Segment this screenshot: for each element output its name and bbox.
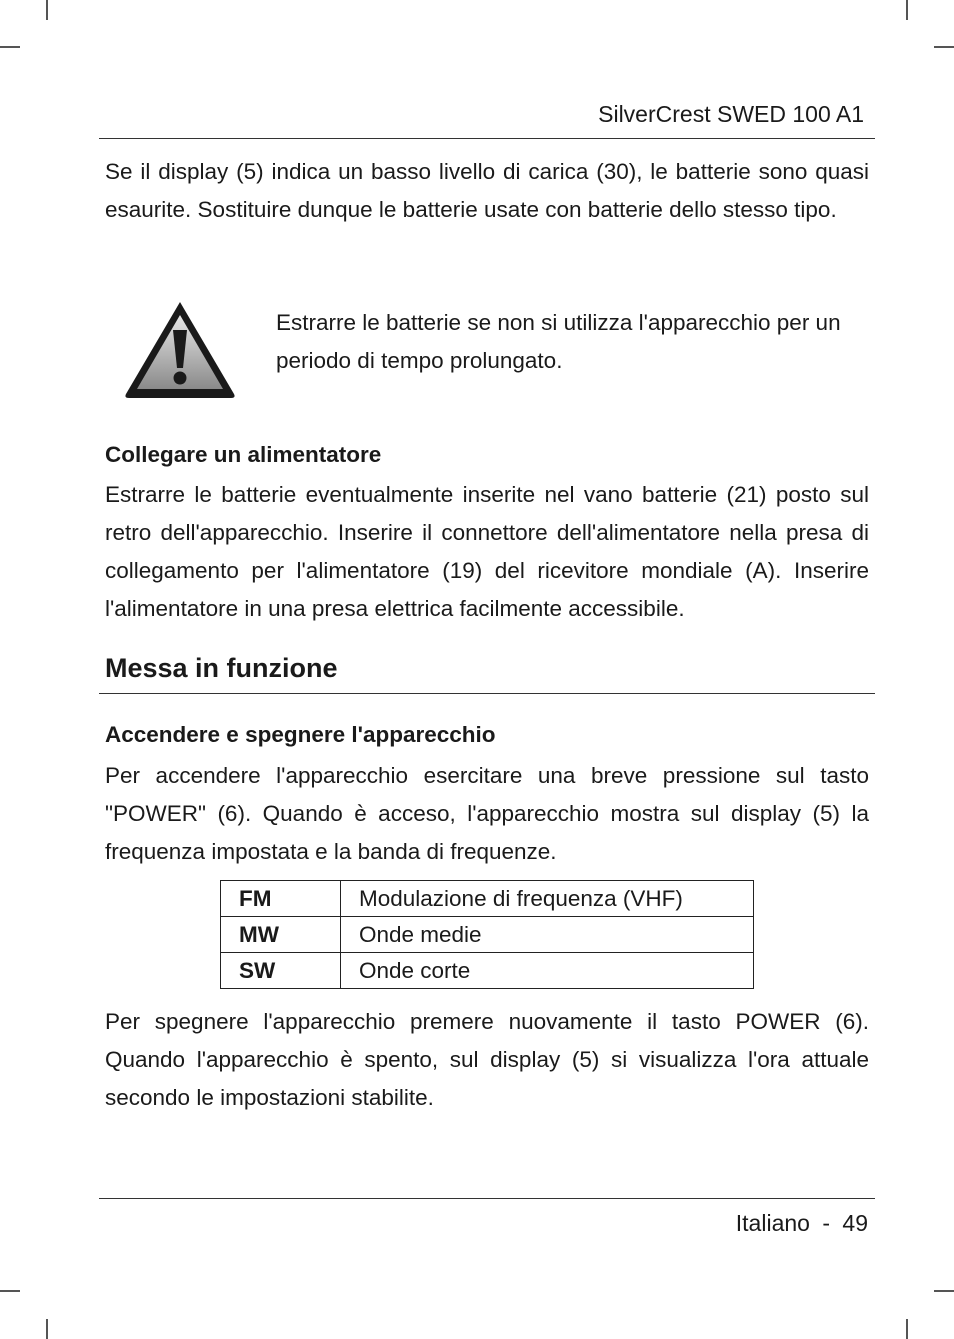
band-code: SW	[221, 953, 341, 989]
table-row	[221, 917, 754, 953]
header-rule	[99, 138, 875, 139]
crop-mark	[46, 1319, 48, 1339]
footer-language: Italiano	[735, 1210, 810, 1236]
power-off-paragraph: Per spegnere l'apparecchio premere nuovamente il tasto POWER (6). Quando l'apparecchio è spento, sul display (5) si visualizza l'ora attuale secondo le impostazioni stabilite.	[105, 1009, 869, 1110]
crop-mark	[0, 1290, 20, 1292]
band-code: MW	[221, 917, 341, 953]
crop-mark	[934, 1290, 954, 1292]
crop-mark	[934, 46, 954, 48]
section-rule	[99, 693, 875, 694]
table-row	[221, 953, 754, 989]
on-off-heading: Accendere e spegnere l'apparecchio	[105, 722, 496, 747]
footer-separator: -	[822, 1210, 831, 1236]
crop-mark	[0, 46, 20, 48]
band-description: Modulazione di frequenza (VHF)	[341, 881, 754, 917]
warning-triangle-icon	[122, 298, 238, 400]
power-supply-paragraph: Estrarre le batterie eventualmente inserite nel vano batterie (21) posto sul retro dell'apparecchio. Inserire il connettore dell'alimentatore nella presa di collegamento per l'alimentatore (19) del ricevitore mondiale (A). Inserire l'alimentatore in una presa elettrica facilmente accessibile.	[105, 482, 869, 621]
battery-paragraph: Se il display (5) indica un basso livello di carica (30), le batterie sono quasi esaurite. Sostituire dunque le batterie usate con batterie dello stesso tipo.	[105, 159, 869, 222]
power-supply-heading: Collegare un alimentatore	[105, 442, 382, 467]
band-code: FM	[221, 881, 341, 917]
page-number: 49	[842, 1210, 868, 1236]
crop-mark	[906, 0, 908, 20]
section-title: Messa in funzione	[105, 653, 338, 683]
frequency-band-table	[220, 880, 754, 989]
band-description: Onde corte	[341, 953, 754, 989]
page-footer	[736, 1208, 868, 1238]
running-header: SilverCrest SWED 100 A1	[598, 101, 864, 127]
on-off-paragraph: Per accendere l'apparecchio esercitare una breve pressione sul tasto "POWER" (6). Quando è acceso, l'apparecchio mostra sul display (5) la frequenza impostata e la banda di frequenze.	[105, 763, 869, 864]
footer-rule	[99, 1198, 875, 1199]
band-description: Onde medie	[341, 917, 754, 953]
crop-mark	[906, 1319, 908, 1339]
crop-mark	[46, 0, 48, 20]
table-row	[221, 881, 754, 917]
warning-text: Estrarre le batterie se non si utilizza l'apparecchio per un periodo di tempo prolungato.	[276, 310, 841, 373]
